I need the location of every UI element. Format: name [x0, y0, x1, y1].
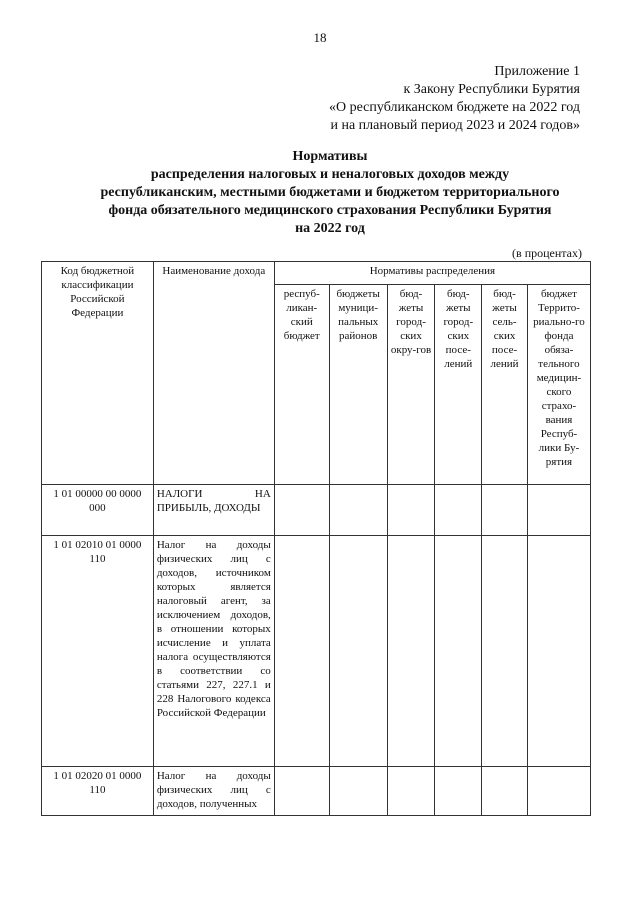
table-row — [42, 485, 591, 536]
row-value — [387, 536, 435, 767]
page-number: 18 — [313, 30, 327, 45]
header-urban-settlements: бюд-жеты город-ских посе-лений — [435, 285, 482, 485]
row-value — [274, 485, 329, 536]
row-value — [482, 485, 528, 536]
header-code: Код бюджетной классификации Российской Федерации — [42, 262, 154, 485]
row-value — [435, 485, 482, 536]
table-row — [42, 767, 591, 816]
row-code: 1 01 02010 01 0000 110 — [42, 536, 154, 767]
row-name: НАЛОГИ НА ПРИБЫЛЬ, ДОХОДЫ — [153, 485, 274, 536]
header-rural-settlements: бюд-жеты сель-ских посе-лений — [482, 285, 528, 485]
row-value — [527, 536, 590, 767]
row-value — [329, 536, 387, 767]
row-value — [274, 767, 329, 816]
row-code: 1 01 02020 01 0000 110 — [42, 767, 154, 816]
units-note: (в процентах) — [512, 246, 582, 260]
row-value — [527, 767, 590, 816]
row-value — [527, 485, 590, 536]
row-value — [329, 767, 387, 816]
header-name: Наименование дохода — [153, 262, 274, 485]
title-line-1: Нормативы — [292, 149, 368, 164]
appendix-line-4: и на плановый период 2023 и 2024 годов» — [330, 118, 580, 133]
header-republican-budget: респуб-ликан-ский бюджет — [274, 285, 329, 485]
row-value — [435, 536, 482, 767]
title-line-2: распределения налоговых и неналоговых доходов между — [150, 167, 510, 182]
header-city-districts: бюд-жеты город-ских окру-гов — [387, 285, 435, 485]
appendix-line-3: «О республиканском бюджете на 2022 год — [329, 100, 580, 115]
row-name: Налог на доходы физических лиц с доходов, источником которых является налоговый агент, за исключением доходов, в отношении которых исчисление и уплата налога осуществляются в соответствии со статьями 227, 227.1 и 228 Налогового кодекса Российской Федерации — [153, 536, 274, 767]
header-medical-insurance-fund: бюджет Террито-риально-го фонда обяза-тельного медицин-ского страхо-вания Респуб-лики Бу-рятия — [527, 285, 590, 485]
row-value — [482, 767, 528, 816]
row-value — [274, 536, 329, 767]
appendix-line-2: к Закону Республики Бурятия — [403, 82, 580, 97]
row-value — [387, 485, 435, 536]
norms-table — [41, 261, 591, 816]
title-line-5: на 2022 год — [295, 221, 365, 236]
row-value — [482, 536, 528, 767]
row-value — [387, 767, 435, 816]
appendix-line-1: Приложение 1 — [494, 64, 580, 79]
title-line-4: фонда обязательного медицинского страхования Республики Бурятия — [108, 203, 552, 218]
row-code: 1 01 00000 00 0000 000 — [42, 485, 154, 536]
title-line-3: республиканским, местными бюджетами и бюджетом территориального — [100, 185, 560, 200]
appendix-reference — [329, 63, 580, 135]
header-municipal-districts: бюджеты муници-пальных районов — [329, 285, 387, 485]
row-value — [435, 767, 482, 816]
table-row — [42, 536, 591, 767]
row-value — [329, 485, 387, 536]
row-name: Налог на доходы физических лиц с доходов, полученных — [153, 767, 274, 816]
header-distribution-norms: Нормативы распределения — [274, 262, 590, 285]
document-title — [40, 148, 620, 238]
